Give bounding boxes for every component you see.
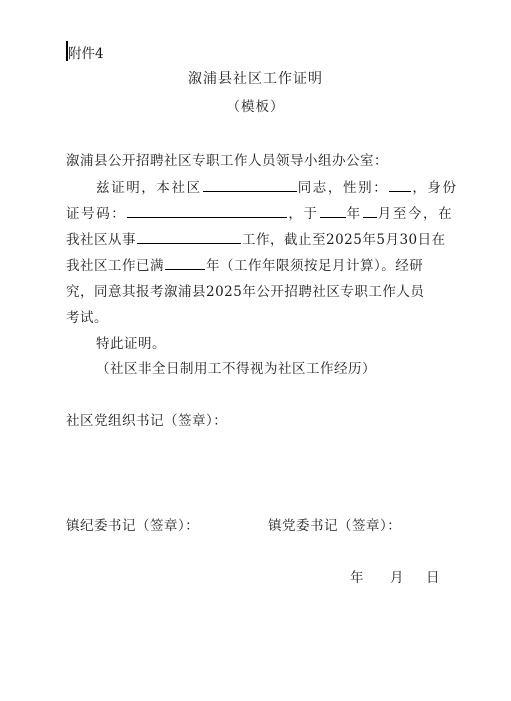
body-line-3: 我社区从事 工作，截止至2025年5月30日在: [66, 228, 446, 248]
work-type-blank[interactable]: [137, 229, 241, 244]
attachment-label: 附件4: [68, 46, 104, 62]
name-blank[interactable]: [203, 177, 297, 192]
document-subtitle: （模板）: [226, 99, 285, 115]
party-secretary-signature: 社区党组织书记（签章）：: [66, 413, 228, 429]
discipline-secretary-signature: 镇纪委书记（签章）：: [66, 518, 200, 534]
body-line-2: 证号码： ，于 年 月至今，在: [66, 202, 453, 222]
town-party-secretary-signature: 镇党委书记（签章）：: [268, 518, 402, 534]
note-statement: （社区非全日制用工不得视为社区工作经历）: [96, 361, 376, 377]
id-number-blank[interactable]: [127, 203, 287, 218]
date-month: 月: [390, 570, 404, 586]
years-blank[interactable]: [165, 255, 205, 270]
body-line-4: 我社区工作已满 年（工作年限须按足月计算）。经研: [66, 254, 423, 274]
proof-statement: 特此证明。: [96, 336, 166, 352]
document-title: 溆浦县社区工作证明: [188, 71, 323, 87]
body-line-5: 究，同意其报考溆浦县2025年公开招聘社区专职工作人员: [66, 284, 425, 300]
start-year-blank[interactable]: [320, 203, 346, 218]
addressee: 溆浦县公开招聘社区专职工作人员领导小组办公室：: [66, 153, 388, 169]
date-day: 日: [426, 570, 440, 586]
body-line-1: 兹证明，本社区 同志，性别： ，身份: [96, 176, 458, 196]
body-line-6: 考试。: [66, 310, 108, 326]
gender-blank[interactable]: [389, 177, 411, 192]
date-year: 年: [350, 570, 364, 586]
start-month-blank[interactable]: [363, 203, 377, 218]
